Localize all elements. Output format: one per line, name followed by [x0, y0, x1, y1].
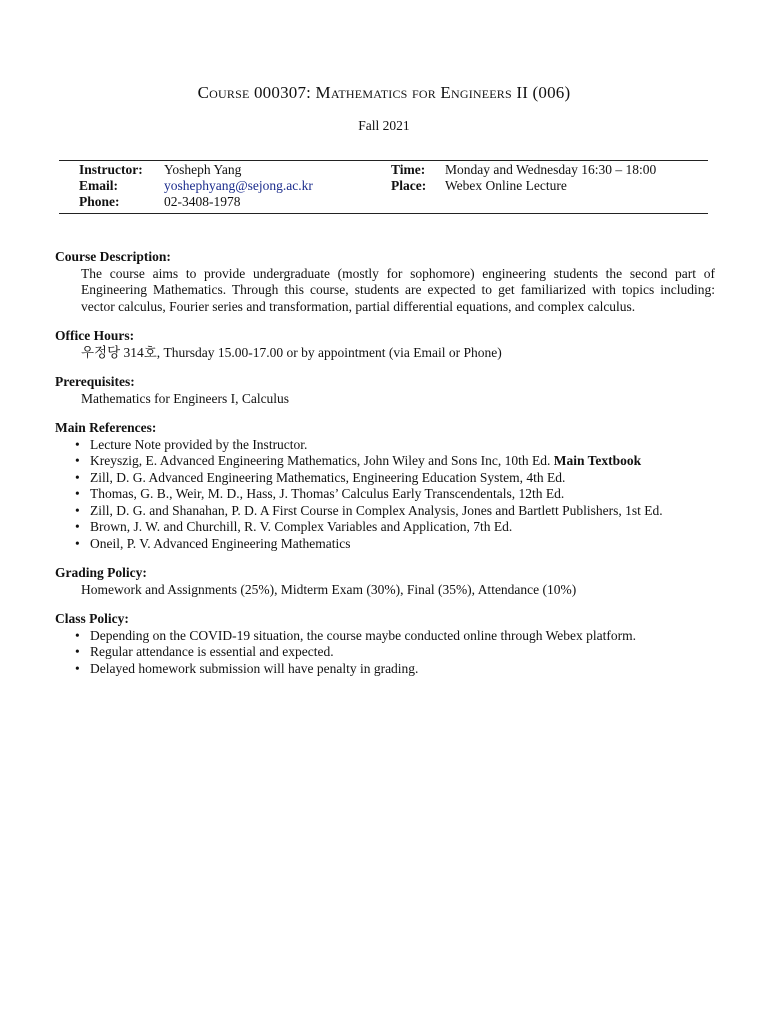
reference-text: Zill, D. G. and Shanahan, P. D. A First Course in Complex Analysis, Jones and Bartlett Publishers, 1st Ed.	[90, 502, 663, 518]
reference-text: Brown, J. W. and Churchill, R. V. Complex Variables and Application, 7th Ed.	[90, 519, 513, 534]
email-link[interactable]: yoshephyang@sejong.ac.kr	[164, 178, 313, 193]
bullet-icon: •	[75, 644, 80, 659]
time-row	[391, 162, 701, 178]
phone-label: Phone:	[79, 194, 120, 209]
reference-text: Thomas, G. B., Weir, M. D., Hass, J. Thomas’ Calculus Early Transcendentals, 12th Ed.	[90, 486, 565, 501]
list-item	[75, 453, 715, 470]
grading-policy-text: Homework and Assignments (25%), Midterm Exam (30%), Final (35%), Attendance (10%)	[81, 581, 577, 597]
place-row	[391, 178, 701, 194]
bullet-icon: •	[75, 436, 80, 452]
bullet-icon: •	[75, 660, 80, 676]
email-row	[79, 178, 379, 194]
instructor-label: Instructor:	[79, 162, 143, 177]
main-textbook-tag: Main Textbook	[553, 453, 642, 468]
course-description-section	[55, 249, 715, 315]
references-list	[55, 437, 715, 553]
list-item	[75, 486, 715, 503]
course-info-box	[59, 160, 708, 214]
list-item	[75, 519, 715, 536]
bullet-icon: •	[75, 627, 80, 643]
grading-policy-heading: Grading Policy:	[55, 565, 147, 580]
class-policy-list	[55, 628, 715, 678]
reference-text: Kreyszig, E. Advanced Engineering Mathematics, John Wiley and Sons Inc, 10th Ed.	[90, 453, 551, 468]
bullet-icon: •	[75, 535, 80, 551]
reference-text: Lecture Note provided by the Instructor.	[90, 436, 308, 452]
prerequisites-section	[55, 374, 715, 407]
policy-text: Regular attendance is essential and expected.	[90, 644, 334, 659]
bullet-icon: •	[75, 519, 80, 534]
time-value: Monday and Wednesday 16:30 – 18:00	[445, 162, 657, 177]
phone-row	[79, 194, 379, 210]
list-item	[75, 661, 715, 678]
syllabus-content	[55, 249, 715, 690]
policy-text: Delayed homework submission will have penalty in grading.	[90, 660, 419, 676]
instructor-row	[79, 162, 379, 178]
place-label: Place:	[391, 178, 427, 193]
course-description-heading: Course Description:	[55, 249, 171, 264]
list-item	[75, 628, 715, 645]
email-label: Email:	[79, 178, 118, 193]
bullet-icon: •	[75, 502, 80, 518]
list-item	[75, 470, 715, 487]
place-value: Webex Online Lecture	[445, 178, 567, 193]
list-item	[75, 536, 715, 553]
office-hours-section	[55, 328, 715, 361]
class-policy-heading: Class Policy:	[55, 611, 129, 626]
prerequisites-heading: Prerequisites:	[55, 374, 135, 389]
office-hours-text: 우정당 314호, Thursday 15.00-17.00 or by appointment (via Email or Phone)	[81, 344, 502, 360]
grading-policy-section	[55, 565, 715, 598]
bullet-icon: •	[75, 453, 80, 468]
office-hours-heading: Office Hours:	[55, 328, 135, 343]
list-item	[75, 644, 715, 661]
course-title: Course 000307: Mathematics for Engineers II (006)	[197, 83, 571, 102]
phone-number: 02-3408-1978	[164, 194, 241, 209]
policy-text: Depending on the COVID-19 situation, the course maybe conducted online through Webex platform.	[90, 627, 637, 643]
bullet-icon: •	[75, 469, 80, 485]
prerequisites-text: Mathematics for Engineers I, Calculus	[81, 390, 290, 406]
class-policy-section	[55, 611, 715, 677]
course-description-text: The course aims to provide undergraduate (mostly for sophomore) engineering students the second part of Engineering Mathematics. Through this course, students are expected to get familiarized with topics including: vector calculus, Fourier series and transformation, partial differential equations, and complex calculus.	[81, 265, 715, 314]
reference-text: Zill, D. G. Advanced Engineering Mathematics, Engineering Education System, 4th Ed.	[90, 469, 566, 485]
course-term: Fall 2021	[358, 118, 410, 133]
reference-text: Oneil, P. V. Advanced Engineering Mathematics	[90, 535, 351, 551]
time-label: Time:	[391, 162, 426, 177]
main-references-section	[55, 420, 715, 552]
list-item	[75, 503, 715, 520]
main-references-heading: Main References:	[55, 420, 157, 435]
instructor-name: Yosheph Yang	[164, 162, 242, 177]
list-item	[75, 437, 715, 454]
bullet-icon: •	[75, 486, 80, 501]
